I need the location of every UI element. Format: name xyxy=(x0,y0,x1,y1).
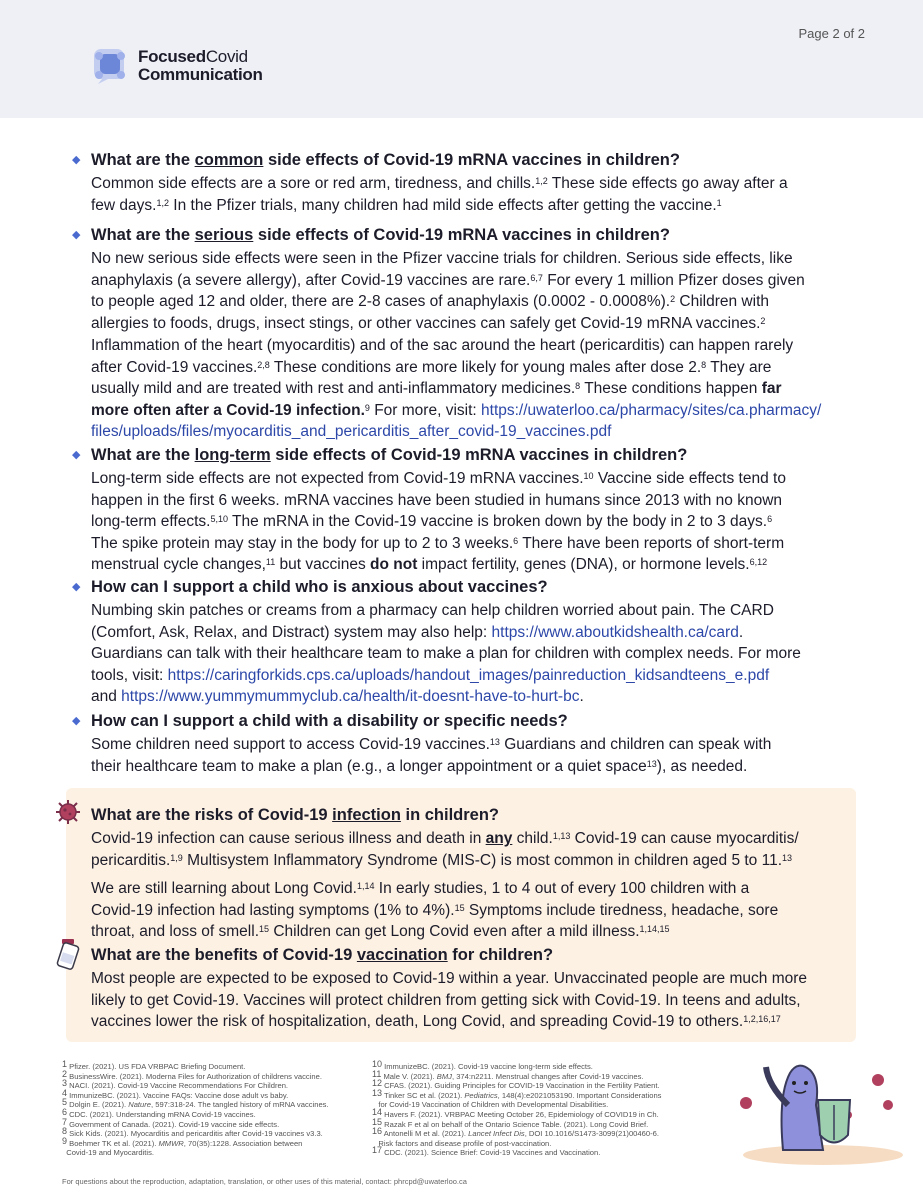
reference-item: $^1$ Pfizer. (2021). US FDA VRBPAC Briefing Document. xyxy=(62,1059,246,1071)
reference-item: for Covid-19 Vaccination of Children with Developmental Disabilities. xyxy=(372,1100,609,1110)
section-answer: Common side effects are a sore or red arm, tiredness, and chills.$^{1,2}$ These side effects go away after a few days.$^{1,2}$ In the Pfizer trials, many children had mild side effects after getting the vaccine.$^1$ xyxy=(91,175,788,214)
vaccine-vial-icon xyxy=(54,938,80,970)
reference-item: $^{15}$ Razak F et al on behalf of the Ontario Science Table. (2021). Long Covid Brief. xyxy=(372,1116,649,1129)
section-answer: Long-term side effects are not expected from Covid-19 mRNA vaccines.$^{10}$ Vaccine side effects tend to happen in the first 6 weeks. mRNA vaccines have been studied in humans since 2013 with no known long-term effects.$^{5,10}$ The mRNA in the Covid-19 vaccine is broken down by the body in 2 to 3 days.$^6$ The spike protein may stay in the body for up to 2 to 3 weeks.$^6$ There have been reports of short-term menstrual cycle changes,$^{11}$ but vaccines do not impact fertility, genes (DNA), or hormone levels.$^{6,12}$ xyxy=(91,470,786,574)
reference-item: $^2$ BusinessWire. (2021). Moderna Files for Authorization of childrens vaccine. xyxy=(62,1068,322,1081)
bullet-icon: ◆ xyxy=(72,581,81,593)
section-question: What are the benefits of Covid-19 vaccination for children? xyxy=(91,946,554,964)
reference-item: $^{14}$ Havers F. (2021). VRBPAC Meeting October 26, Epidemiology of COVID19 in Ch. xyxy=(372,1106,659,1119)
brand-line-2: Communication xyxy=(138,65,263,84)
brand-word-2: Covid xyxy=(205,47,248,66)
bullet-icon: ◆ xyxy=(72,715,81,727)
brand-logo-text xyxy=(138,48,263,84)
reference-item: $^9$ Boehmer TK et al. (2021). MMWR, 70(35):1228. Association between xyxy=(62,1135,303,1148)
page-number: Page 2 of 2 xyxy=(798,26,865,41)
section-answer: Covid-19 infection can cause serious illness and death in any child.$^{1,13}$ Covid-19 can cause myocarditis/ pericarditis.$^{1,9}$ Multisystem Inflammatory Syndrome (MIS-C) is most common in children aged 5 to 11.13 xyxy=(91,830,799,869)
reference-item: $^{16}$ Antonelli M et al. (2021). Lancet Infect Dis, DOI 10.1016/S1473-3099(21)00460-6. xyxy=(372,1126,659,1139)
reference-item: $^{10}$ ImmunizeBC. (2021). Covid-19 vaccine long-term side effects. xyxy=(372,1059,593,1071)
logo-icon xyxy=(88,45,132,85)
virus-icon xyxy=(54,798,82,826)
bullet-icon: ◆ xyxy=(72,154,81,166)
section-question: What are the risks of Covid-19 infection in children? xyxy=(91,806,499,824)
reference-item: $^{17}$ CDC. (2021). Science Brief: Covid-19 Vaccines and Vaccination. xyxy=(372,1145,601,1158)
section-answer: Most people are expected to be exposed to Covid-19 within a year. Unvaccinated people are much more likely to get Covid-19. Vaccines will protect children from getting sick with Covid-19. In teens and adults, vaccines lower the risk of hospitalization, death, Long Covid, and spreading Covid-19 to others.$^{1,2,16,17}$ xyxy=(91,970,808,1031)
footer-contact-note: For questions about the reproduction, adaptation, translation, or other uses of this material, contact: phrcpd@uwaterloo.ca xyxy=(62,1177,467,1186)
reference-item: $^{12}$ CFAS. (2021). Guiding Principles for COVID-19 Vaccination in the Fertility Patient. xyxy=(372,1078,660,1091)
mascot-illustration xyxy=(728,1045,908,1165)
section-answer: Some children need support to access Covid-19 vaccines.$^{13}$ Guardians and children can speak with their healthcare team to make a plan (e.g., a longer appointment or a quiet space$^{13}$), as needed. xyxy=(91,736,772,775)
section-answer: We are still learning about Long Covid.$^{1,14}$ In early studies, 1 to 4 out of every 100 children with a Covid-19 infection had lasting symptoms (1% to 4%).$^{15}$ Symptoms include tiredness, headache, sore throat, and loss of smell.$^{15}$ Children can get Long Covid even after a mild illness.$^{1,14,15}$ xyxy=(91,880,779,941)
references-left xyxy=(62,1059,329,1158)
references-right xyxy=(372,1059,662,1158)
section-question: What are the common side effects of Covid-19 mRNA vaccines in children? xyxy=(91,151,680,169)
reference-item: $^{11}$ Male V. (2021). BMJ, 374:n2211. Menstrual changes after Covid-19 vaccines. xyxy=(372,1068,644,1081)
bullet-icon: ◆ xyxy=(72,449,81,461)
reference-item: $^8$ Sick Kids. (2021). Myocarditis and pericarditis after Covid-19 vaccines v3.3. xyxy=(62,1126,323,1139)
reference-item: Covid-19 and Myocarditis. xyxy=(62,1148,155,1158)
section-answer: Numbing skin patches or creams from a pharmacy can help children worried about pain. The CARD (Comfort, Ask, Relax, and Distract) system may also help: https://www.aboutkidshealth.ca/card. Guardians can talk with their healthcare team to make a plan for children with complex needs. For more tools, visit: https://caringforkids.cps.ca/uploads/handout_images/painreduction_kidsandteens_e.pdf and https://www.yummymummyclub.ca/health/it-doesnt-have-to-hurt-bc. xyxy=(91,602,801,706)
reference-item: $^3$ NACI. (2021). Covid-19 Vaccine Recommendations For Children. xyxy=(62,1078,289,1091)
reference-item: $^7$ Government of Canada. (2021). Covid-19 vaccine side effects. xyxy=(62,1116,280,1129)
section-question: How can I support a child with a disability or specific needs? xyxy=(91,712,568,730)
brand-word-1: Focused xyxy=(138,47,206,66)
section-answer: No new serious side effects were seen in the Pfizer vaccine trials for children. Serious side effects, like anaphylaxis (a severe allergy), after Covid-19 vaccines are rare.$^{6,7}$ For every 1 million Pfizer doses given to people aged 12 and older, there are 2-8 cases of anaphylaxis (0.0002 - 0.0008%).$^2$ Children with allergies to foods, drugs, insect stings, or other vaccines can safely get Covid-19 mRNA vaccines.$^2$ xyxy=(91,250,805,332)
bullet-icon: ◆ xyxy=(72,229,81,241)
reference-item: $^6$ CDC. (2021). Understanding mRNA Covid-19 vaccines. xyxy=(62,1106,256,1119)
section-question: What are the serious side effects of Covid-19 mRNA vaccines in children? xyxy=(91,226,670,244)
section-answer: Inflammation of the heart (myocarditis) and of the sac around the heart (pericarditis) can happen rarely after Covid-19 vaccines.$^{2,8}$ These conditions are more likely for young males after dose 2.$^8$ They are usually mild and are treated with rest and anti-inflammatory medicines.$^8$ These conditions happen far more often after a Covid-19 infection.$^9$ For more, visit: https://uwaterloo.ca/pharmacy/sites/ca.pharmacy/ files/uploads/files/myocarditis_and_pericarditis_after_covid-19_vaccines.pdf xyxy=(91,337,822,441)
reference-item: $^4$ ImmunizeBC. (2021). Vaccine FAQs: Vaccine dose adult vs baby. xyxy=(62,1087,289,1100)
reference-item: $^5$ Dolgin E. (2021). Nature, 597:318-24. The tangled history of mRNA vaccines. xyxy=(62,1097,329,1110)
section-question: What are the long-term side effects of Covid-19 mRNA vaccines in children? xyxy=(91,446,688,464)
reference-item: $^{13}$ Tinker SC et al. (2021). Pediatrics, 148(4):e2021053190. Important Considerations xyxy=(372,1087,662,1100)
reference-item: Risk factors and disease profile of post-vaccination. xyxy=(372,1138,552,1148)
section-question: How can I support a child who is anxious about vaccines? xyxy=(91,578,548,596)
